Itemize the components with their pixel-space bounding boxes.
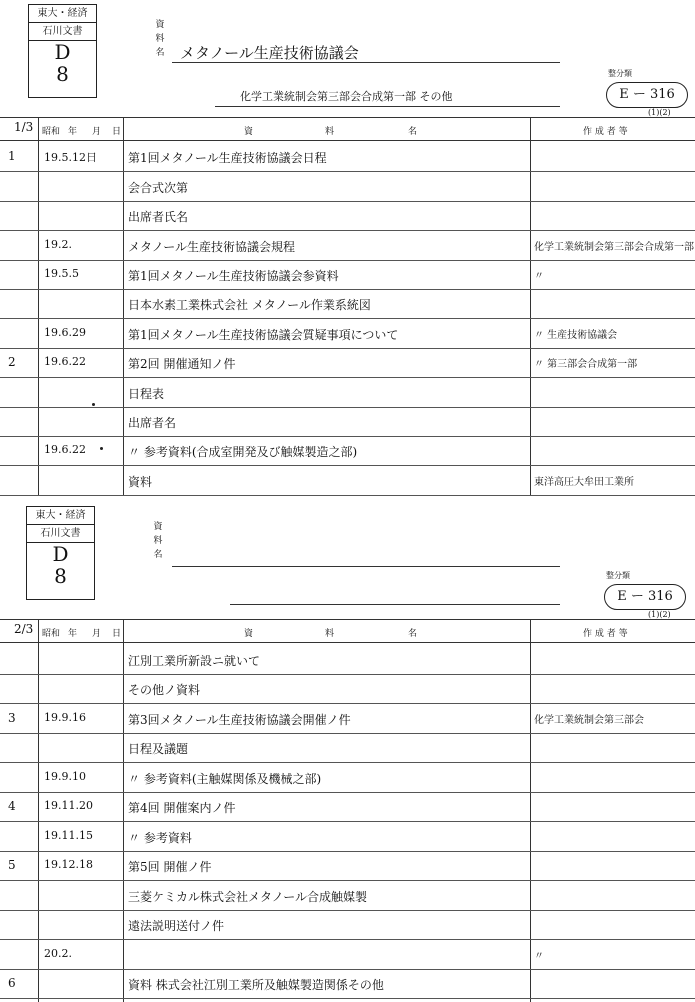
row-document: 第1回メタノール生産技術協議会日程 (128, 151, 327, 166)
row-document: 〃 参考資料 (128, 830, 192, 845)
archive-stamp-1 (28, 4, 97, 98)
row-rule (0, 851, 695, 852)
row-rule (0, 495, 695, 496)
row-number: 3 (8, 710, 16, 725)
row-date: 19.11.20 (44, 799, 93, 812)
row-document: 遠法説明送付ノ件 (128, 919, 225, 933)
row-rule (0, 289, 695, 290)
row-rule (0, 821, 695, 822)
row-date: 19.2. (44, 237, 72, 251)
row-number: 5 (8, 858, 16, 872)
page-mark-1: 1/3 (14, 120, 34, 134)
row-rule (0, 230, 695, 231)
row-rule (0, 939, 695, 940)
row-document: 資料 (128, 474, 153, 489)
row-document: 資料 株式会社江別工業所及触媒製造関係その他 (128, 978, 384, 992)
col-year-2: 年 (68, 629, 78, 639)
row-creator: 〃 (534, 271, 544, 282)
col-month-2: 月 (92, 629, 102, 639)
row-rule (0, 674, 695, 675)
stamp-org: 東大・経済 (29, 5, 96, 23)
row-document: 第4回 開催案内ノ件 (128, 801, 236, 815)
col-day-2: 日 (112, 629, 122, 639)
row-number: 1 (8, 149, 16, 164)
row-creator: 〃 (534, 950, 544, 962)
row-rule (0, 377, 695, 378)
col-era-2: 昭和 (42, 629, 61, 639)
sheet1-title: メタノール生産技術協議会 (180, 44, 359, 62)
sheet1-subtitle: 化学工業統制会第三部会合成第一部 その他 (240, 90, 453, 103)
row-rule (0, 318, 695, 319)
row-rule (0, 910, 695, 911)
row-creator: 化学工業統制会第三部会 (534, 714, 644, 726)
stamp-code-2b: 8 (54, 564, 67, 588)
col-era-1: 昭和 (42, 127, 61, 137)
row-rule (0, 171, 695, 172)
row-rule (0, 260, 695, 261)
class-sub-1: (1)(2) (648, 108, 671, 117)
row-document: メタノール生産技術協議会規程 (128, 239, 296, 254)
row-document: 第5回 開催ノ件 (128, 860, 212, 874)
row-creator: 化学工業統制会第三部会合成第一部 (534, 241, 694, 253)
row-rule (0, 762, 695, 763)
row-rule (0, 465, 695, 466)
row-rule (0, 436, 695, 437)
row-date: 19.5.5 (44, 267, 79, 280)
row-rule (0, 969, 695, 970)
col-creator-1: 作 成 者 等 (583, 127, 628, 137)
row-document: 出席者名 (128, 416, 177, 430)
row-document: 第1回メタノール生産技術協議会参資料 (128, 269, 339, 283)
page-mark-2: 2/3 (14, 622, 34, 636)
row-document: 三菱ケミカル株式会社メタノール合成触媒製 (128, 889, 368, 904)
class-label-1: 整分類 (608, 69, 632, 78)
stamp-org-2: 東大・経済 (27, 507, 94, 525)
doc-name-label-2: 資 料 名 (153, 522, 163, 560)
col-doc-2a: 資 (244, 629, 254, 639)
row-creator: 〃 第三部会合成第一部 (534, 359, 638, 371)
stamp-code-2: 8 (56, 62, 69, 86)
row-date: 19.5.12日 (44, 151, 97, 165)
row-date: 19.9.10 (44, 769, 86, 783)
col-doc-2c: 名 (408, 629, 418, 639)
row-rule (0, 733, 695, 734)
row-date: 19.6.22 (44, 355, 86, 369)
row-rule (0, 407, 695, 408)
row-document: 江別工業所新設ニ就いて (128, 653, 261, 668)
archive-stamp-2 (26, 506, 95, 600)
stamp-collection: 石川文書 (29, 23, 96, 41)
row-document: 日程及議題 (128, 742, 189, 756)
col-day-1: 日 (112, 127, 122, 137)
col-doc-1c: 名 (408, 127, 418, 137)
col-month-1: 月 (92, 127, 102, 137)
class-code-1: E ー 316 (606, 82, 688, 108)
row-number: 2 (8, 355, 16, 370)
row-document: 〃 参考資料(合成室開発及び触媒製造之部) (128, 445, 358, 460)
row-rule (0, 880, 695, 881)
row-number: 4 (8, 799, 16, 813)
row-document: 〃 参考資料(主触媒関係及機械之部) (128, 771, 322, 786)
row-rule (0, 348, 695, 349)
row-document: 第3回メタノール生産技術協議会開催ノ件 (128, 712, 351, 727)
row-date: 19.6.29 (44, 325, 86, 339)
class-code-2: E ー 316 (604, 584, 686, 610)
class-sub-2: (1)(2) (648, 610, 671, 619)
row-document: その他ノ資料 (128, 683, 201, 697)
row-document: 日本水素工業株式会社 メタノール作業系統図 (128, 298, 371, 313)
col-year-1: 年 (68, 127, 78, 137)
row-rule (0, 792, 695, 793)
row-creator: 〃 生産技術協議会 (534, 329, 618, 341)
row-date: 19.6.22 (44, 443, 86, 457)
row-document: 第2回 開催通知ノ件 (128, 357, 236, 372)
col-doc-1a: 資 (244, 127, 254, 137)
stamp-collection-2: 石川文書 (27, 525, 94, 543)
row-date: 19.12.18 (44, 858, 93, 871)
row-creator: 東洋高圧大牟田工業所 (534, 476, 634, 488)
row-rule (0, 703, 695, 704)
col-creator-2: 作 成 者 等 (583, 629, 628, 639)
stamp-code-2a: D (52, 542, 69, 566)
row-number: 6 (8, 976, 16, 990)
class-label-2: 整分類 (606, 571, 630, 580)
row-rule (0, 998, 695, 999)
row-document: 日程表 (128, 386, 165, 401)
row-document: 会合式次第 (128, 180, 189, 195)
row-document: 第1回メタノール生産技術協議会質疑事項について (128, 327, 399, 342)
row-date: 19.9.16 (44, 710, 86, 724)
row-date: 20.2. (44, 946, 72, 960)
stamp-code-1: D (54, 40, 71, 64)
row-document: 出席者氏名 (128, 210, 189, 225)
col-doc-1b: 料 (325, 127, 335, 137)
row-date: 19.11.15 (44, 828, 93, 842)
col-doc-2b: 料 (325, 629, 335, 639)
doc-name-label-1: 資 料 名 (155, 20, 165, 58)
row-rule (0, 201, 695, 202)
